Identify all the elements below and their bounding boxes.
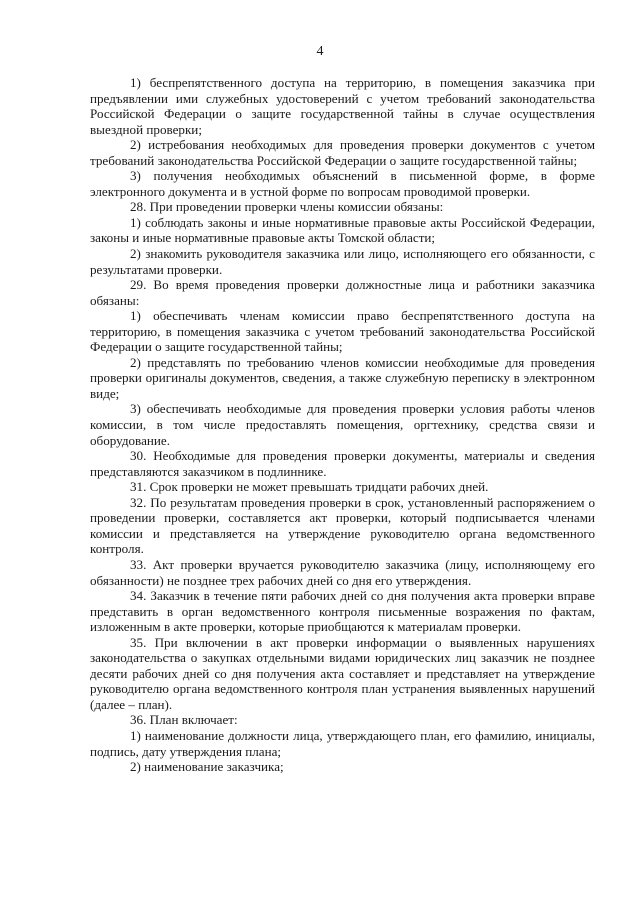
paragraph-31-term: 31. Срок проверки не может превышать тридцати рабочих дней. — [130, 479, 489, 495]
paragraph-plan-approver: 1) наименование должности лица, утверждающего план, его фамилию, инициалы, подпись, дату утверждения плана; — [90, 727, 595, 759]
paragraph-request-documents: 2) истребования необходимых для проведения проверки документов с учетом требований законодательства Российской Федерации о защите государственной тайны; — [90, 137, 595, 168]
paragraph-provide-access: 1) обеспечивать членам комиссии право беспрепятственного доступа на территорию, в помещения заказчика с учетом требований законодательства Российской Федерации о защите государственной тайны; — [90, 308, 595, 355]
paragraph-36-plan-includes: 36. План включает: — [130, 712, 238, 728]
paragraph-33-delivery: 33. Акт проверки вручается руководителю заказчика (лицу, исполняющему его обязанности) не позднее трех рабочих дней со дня его утверждения. — [90, 556, 595, 588]
paragraph-29-customer-duties: 29. Во время проведения проверки должностные лица и работники заказчика обязаны: — [90, 277, 595, 308]
paragraph-obtain-explanations: 3) получения необходимых объяснений в письменной форме, в форме электронного документа и в устной форме по вопросам проводимой проверки. — [90, 168, 595, 199]
paragraph-28-commission-duties: 28. При проведении проверки члены комиссии обязаны: — [130, 199, 444, 215]
document-body — [90, 75, 595, 775]
paragraph-34-objections: 34. Заказчик в течение пяти рабочих дней со дня получения акта проверки вправе представить в орган ведомственного контроля письменные возражения по фактам, изложенным в акте проверки, которые приобщаются к материалам проверки. — [90, 588, 595, 635]
paragraph-observe-laws: 1) соблюдать законы и иные нормативные правовые акты Российской Федерации, законы и иные нормативные правовые акты Томской области; — [90, 214, 595, 246]
paragraph-30-originals: 30. Необходимые для проведения проверки документы, материалы и сведения представляются заказчиком в подлиннике. — [90, 448, 595, 479]
paragraph-customer-name: 2) наименование заказчика; — [130, 759, 284, 775]
paragraph-35-plan: 35. При включении в акт проверки информации о выявленных нарушениях законодательства о закупках отдельными видами юридических лиц заказчик не позднее десяти рабочих дней со дня получения акта составляет и представляет на утверждение руководителю органа ведомственного контроля план устранения выявленных нарушений (далее – план). — [90, 634, 595, 712]
page-number: 4 — [316, 44, 324, 59]
paragraph-provide-documents: 2) представлять по требованию членов комиссии необходимые для проведения проверки оригиналы документов, сведения, а также служебную переписку в электронном виде; — [90, 354, 595, 401]
paragraph-provide-conditions: 3) обеспечивать необходимые для проведения проверки условия работы членов комиссии, в том числе предоставлять помещения, оргтехнику, средства связи и оборудование. — [90, 401, 595, 448]
paragraph-inform-head: 2) знакомить руководителя заказчика или лицо, исполняющего его обязанности, с результатами проверки. — [90, 246, 595, 277]
paragraph-32-act: 32. По результатам проведения проверки в срок, установленный распоряжением о проведении проверки, составляется акт проверки, который подписывается членами комиссии и представляется на утверждение руководителю органа ведомственного контроля. — [90, 494, 595, 557]
paragraph-access-territory: 1) беспрепятственного доступа на территорию, в помещения заказчика при предъявлении ими служебных удостоверений с учетом требований законодательства Российской Федерации о защите государственной тайны в случае осуществления выездной проверки; — [90, 75, 595, 137]
